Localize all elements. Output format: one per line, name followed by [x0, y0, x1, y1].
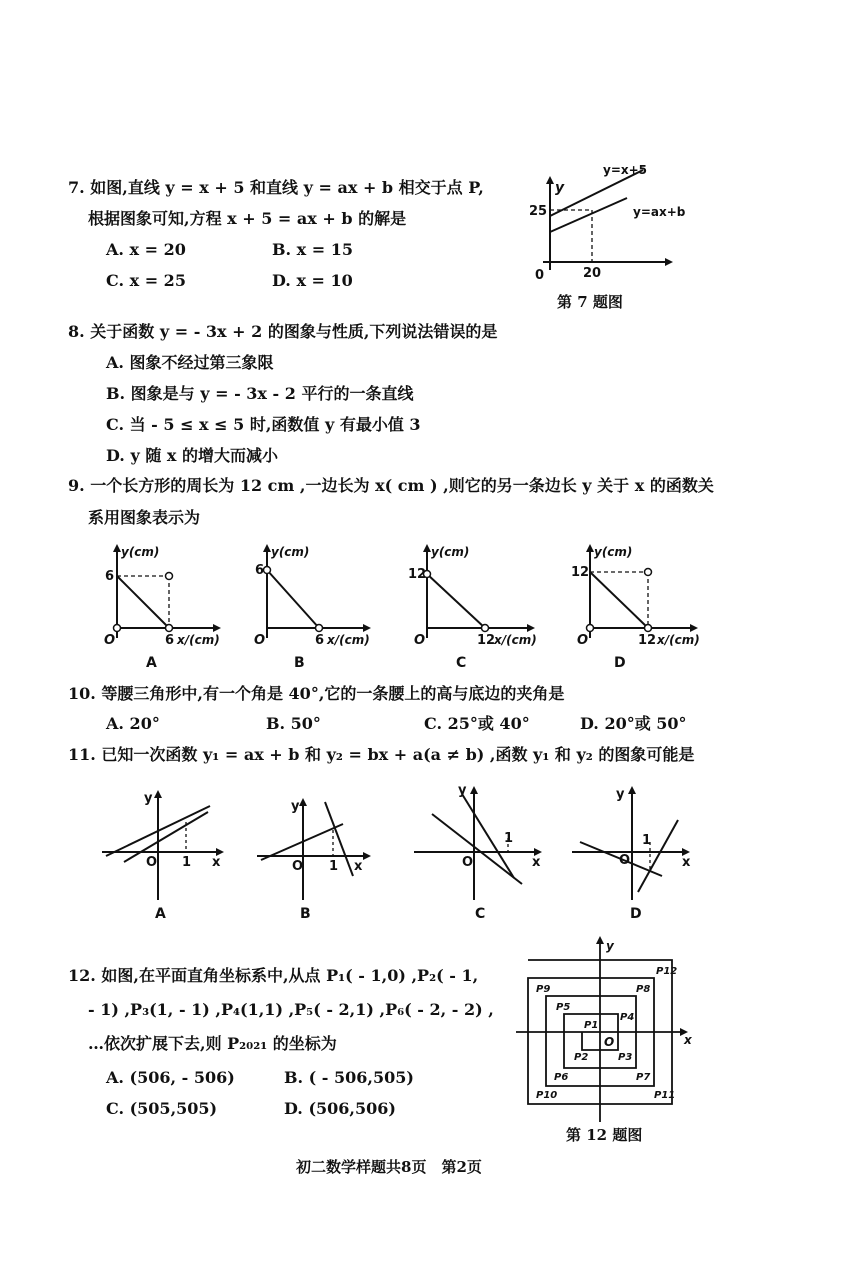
svg-text:1: 1 — [329, 859, 339, 874]
svg-text:1: 1 — [642, 833, 652, 848]
q11-stem: 11. 已知一次函数 y₁ = ax + b 和 y₂ = bx + a(a ≠ b) ,函数 y₁ 和 y₂ 的图象可能是 — [68, 745, 695, 764]
q8-option-d[interactable]: D. y 随 x 的增大而减小 — [106, 446, 278, 465]
svg-text:x/(cm): x/(cm) — [177, 633, 220, 647]
svg-text:y: y — [458, 783, 467, 798]
q9b-segment — [267, 570, 319, 628]
q11-letter-d: D — [630, 906, 642, 922]
svg-text:O: O — [619, 853, 631, 868]
q8-option-a[interactable]: A. 图象不经过第三象限 — [106, 353, 274, 372]
svg-text:P12: P12 — [656, 966, 678, 977]
svg-text:O: O — [604, 1035, 615, 1049]
svg-text:P3: P3 — [618, 1052, 633, 1063]
svg-text:P2: P2 — [574, 1052, 589, 1063]
svg-text:1: 1 — [182, 855, 192, 870]
open-point — [114, 625, 121, 632]
q8-option-b[interactable]: B. 图象是与 y = - 3x - 2 平行的一条直线 — [106, 384, 414, 403]
open-point — [587, 625, 594, 632]
svg-text:12: 12 — [638, 633, 657, 648]
svg-text:6: 6 — [165, 633, 175, 648]
svg-text:6: 6 — [315, 633, 325, 648]
svg-text:P1: P1 — [584, 1020, 599, 1031]
q8-option-c[interactable]: C. 当 - 5 ≤ x ≤ 5 时,函数值 y 有最小值 3 — [106, 415, 421, 434]
q10-option-c[interactable]: C. 25°或 40° — [424, 714, 530, 733]
q11-graph-d[interactable] — [570, 780, 700, 925]
svg-text:y(cm): y(cm) — [594, 545, 633, 559]
q7-line1-label: y=x+5 — [603, 163, 648, 177]
svg-text:P9: P9 — [536, 984, 551, 995]
q9-graph-d[interactable] — [568, 538, 708, 673]
q12-line2: - 1) ,P₃(1, - 1) ,P₄(1,1) ,P₅( - 2,1) ,P₆( - 2, - 2) , — [88, 1000, 494, 1019]
q9-letter-c: C — [456, 655, 467, 671]
svg-text:x: x — [212, 855, 221, 870]
svg-text:O: O — [292, 859, 304, 874]
q12-line3: …依次扩展下去,则 P₂₀₂₁ 的坐标为 — [88, 1034, 337, 1053]
q7-option-b[interactable]: B. x = 15 — [272, 240, 354, 259]
q10-option-d[interactable]: D. 20°或 50° — [580, 714, 687, 733]
q12-option-d[interactable]: D. (506,506) — [284, 1099, 396, 1118]
open-point — [482, 625, 489, 632]
q12-option-a[interactable]: A. (506, - 506) — [106, 1068, 235, 1087]
q9-line1: 9. 一个长方形的周长为 12 cm ,一边长为 x( cm ) ,则它的另一条边长 y 关于 x 的函数关 — [68, 476, 714, 495]
q9-letter-b: B — [294, 655, 305, 671]
svg-text:12: 12 — [408, 567, 427, 582]
q11-letter-b: B — [300, 906, 311, 922]
q7-origin: 0 — [535, 268, 545, 283]
svg-text:12: 12 — [571, 565, 590, 580]
q7-y-label: y — [555, 180, 565, 196]
q12-option-b[interactable]: B. ( - 506,505) — [284, 1068, 414, 1087]
q11-graph-a[interactable] — [100, 780, 230, 925]
q11-letter-a: A — [155, 906, 166, 922]
q12-spiral-figure — [510, 930, 700, 1125]
svg-text:O: O — [254, 633, 266, 648]
svg-text:y: y — [291, 799, 300, 814]
svg-text:O: O — [146, 855, 158, 870]
open-point — [316, 625, 323, 632]
q11-graph-c[interactable] — [412, 780, 552, 925]
q7-option-d[interactable]: D. x = 10 — [272, 271, 353, 290]
svg-text:x: x — [682, 855, 691, 870]
svg-text:y(cm): y(cm) — [431, 545, 470, 559]
q9-graph-a[interactable] — [95, 538, 230, 673]
svg-text:y(cm): y(cm) — [121, 545, 160, 559]
svg-text:x: x — [532, 855, 541, 870]
q9-letter-a: A — [146, 655, 157, 671]
svg-text:6: 6 — [105, 569, 115, 584]
svg-text:y: y — [606, 939, 614, 953]
q9a-segment — [117, 576, 169, 628]
open-point — [166, 625, 173, 632]
q10-option-b[interactable]: B. 50° — [266, 714, 321, 733]
q8-stem: 8. 关于函数 y = - 3x + 2 的图象与性质,下列说法错误的是 — [68, 322, 498, 341]
q7-figure — [515, 158, 686, 288]
q12-option-c[interactable]: C. (505,505) — [106, 1099, 218, 1118]
q9-graph-b[interactable] — [245, 538, 380, 673]
q9c-segment — [427, 574, 485, 628]
svg-text:x: x — [684, 1033, 692, 1047]
q11-letter-c: C — [475, 906, 486, 922]
svg-text:P11: P11 — [654, 1090, 676, 1101]
svg-text:P10: P10 — [536, 1090, 558, 1101]
svg-text:P5: P5 — [556, 1002, 571, 1013]
q7-line1: 7. 如图,直线 y = x + 5 和直线 y = ax + b 相交于点 P, — [68, 178, 484, 197]
svg-text:x/(cm): x/(cm) — [494, 633, 537, 647]
q7-line2-label: y=ax+b — [633, 205, 686, 219]
svg-text:O: O — [577, 633, 589, 648]
svg-text:O: O — [104, 633, 116, 648]
svg-text:P7: P7 — [636, 1072, 651, 1083]
open-point — [645, 569, 652, 576]
q10-stem: 10. 等腰三角形中,有一个角是 40°,它的一条腰上的高与底边的夹角是 — [68, 684, 565, 703]
svg-text:y: y — [616, 787, 625, 802]
svg-text:x/(cm): x/(cm) — [657, 633, 700, 647]
q10-option-a[interactable]: A. 20° — [106, 714, 160, 733]
svg-text:y(cm): y(cm) — [271, 545, 310, 559]
x-axis-arrow — [665, 258, 673, 266]
svg-text:1: 1 — [504, 831, 514, 846]
q7-x-tick: 20 — [583, 266, 602, 281]
svg-text:12: 12 — [477, 633, 496, 648]
q7-option-c[interactable]: C. x = 25 — [106, 271, 186, 290]
y-axis-arrow — [546, 176, 554, 184]
q9-graph-c[interactable] — [405, 538, 545, 673]
svg-text:x/(cm): x/(cm) — [327, 633, 370, 647]
q7-caption: 第 7 题图 — [557, 293, 623, 311]
q9-letter-d: D — [614, 655, 626, 671]
svg-text:P8: P8 — [636, 984, 651, 995]
svg-text:x: x — [354, 859, 363, 874]
open-point — [645, 625, 652, 632]
svg-text:y: y — [144, 791, 153, 806]
q12-caption: 第 12 题图 — [566, 1126, 643, 1144]
q9-line2: 系用图象表示为 — [88, 508, 201, 527]
q7-line2: 根据图象可知,方程 x + 5 = ax + b 的解是 — [88, 209, 407, 228]
svg-text:O: O — [414, 633, 426, 648]
line-ax-plus-b — [550, 198, 627, 232]
q7-option-a[interactable]: A. x = 20 — [106, 240, 186, 259]
q7-y-tick: 25 — [529, 204, 548, 219]
svg-text:P6: P6 — [554, 1072, 569, 1083]
svg-text:6: 6 — [255, 563, 265, 578]
page-footer: 初二数学样题共8页 第2页 — [296, 1158, 482, 1176]
open-point — [264, 567, 271, 574]
svg-text:P4: P4 — [620, 1012, 635, 1023]
open-point — [166, 573, 173, 580]
q9d-segment — [590, 572, 648, 628]
q12-line1: 12. 如图,在平面直角坐标系中,从点 P₁( - 1,0) ,P₂( - 1, — [68, 966, 479, 985]
q11-graph-b[interactable] — [255, 780, 385, 925]
svg-text:O: O — [462, 855, 474, 870]
